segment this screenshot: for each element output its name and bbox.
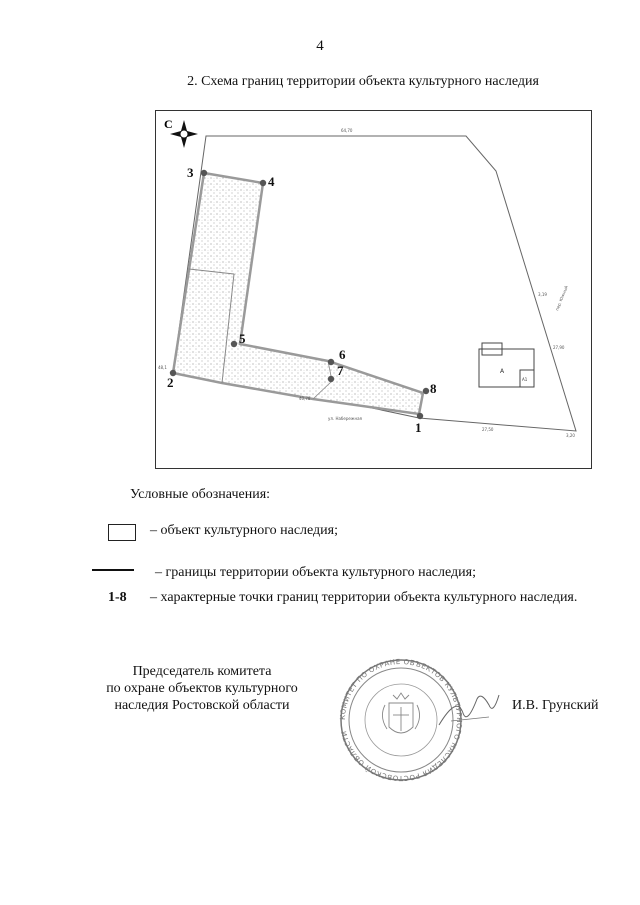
dim-right-lower: 27,90 bbox=[553, 345, 565, 350]
dim-right-corner: 3,20 bbox=[566, 433, 575, 438]
street-bottom-label: ул. Набережная bbox=[328, 416, 362, 421]
street-right-label: пер. Южный bbox=[554, 284, 569, 312]
point-6-marker bbox=[328, 359, 334, 365]
point-1-label: 1 bbox=[415, 420, 422, 435]
position-line-1: Председатель комитета bbox=[132, 664, 272, 679]
point-3-label: 3 bbox=[187, 165, 194, 180]
territory-map bbox=[155, 110, 592, 469]
coat-of-arms-icon bbox=[382, 693, 419, 733]
compass-rose-icon bbox=[170, 120, 198, 148]
dim-right-upper: 3,19 bbox=[538, 292, 547, 297]
building-a-label: А bbox=[500, 368, 505, 375]
point-4-marker bbox=[260, 180, 266, 186]
position-line-3: наследия Ростовской области bbox=[114, 698, 290, 713]
point-5-label: 5 bbox=[239, 331, 246, 346]
dim-left-corner: 48,1 bbox=[158, 365, 167, 370]
point-1-marker bbox=[417, 413, 423, 419]
figure-title: 2. Схема границ территории объекта культурного наследия bbox=[187, 74, 539, 89]
point-4-label: 4 bbox=[268, 174, 275, 189]
north-label: С bbox=[164, 117, 173, 131]
legend-title: Условные обозначения: bbox=[130, 487, 271, 502]
points-range-label: 1-8 bbox=[108, 590, 127, 605]
official-seal bbox=[339, 655, 504, 785]
dim-bottom-right: 27,50 bbox=[482, 427, 494, 432]
heritage-territory bbox=[173, 173, 423, 414]
point-8-marker bbox=[423, 388, 429, 394]
point-8-label: 8 bbox=[430, 381, 437, 396]
point-7-marker bbox=[328, 376, 334, 382]
boundary-line-swatch bbox=[92, 569, 134, 571]
dim-bottom-left: 40,78 bbox=[299, 396, 311, 401]
dim-top-edge: 64,70 bbox=[341, 128, 353, 133]
building-a1-label: А1 bbox=[522, 377, 528, 382]
seal-text: КОМИТЕТ ПО ОХРАНЕ ОБЪЕКТОВ КУЛЬТУРНОГО НАСЛЕДИЯ РОСТОВСКОЙ ОБЛАСТИ bbox=[339, 657, 464, 783]
legend-text-heritage-object: – объект культурного наследия; bbox=[150, 523, 338, 538]
point-2-label: 2 bbox=[167, 375, 174, 390]
point-5-marker bbox=[231, 341, 237, 347]
position-line-2: по охране объектов культурного bbox=[106, 681, 298, 696]
point-7-label: 7 bbox=[337, 363, 344, 378]
point-6-label: 6 bbox=[339, 347, 346, 362]
page-number: 4 bbox=[316, 38, 324, 54]
heritage-object-swatch bbox=[108, 524, 136, 541]
point-3-marker bbox=[201, 170, 207, 176]
handwritten-signature bbox=[439, 695, 499, 725]
signatory-name: И.В. Грунский bbox=[512, 698, 599, 713]
territory-map-svg bbox=[156, 111, 591, 468]
signature-position bbox=[62, 663, 342, 714]
legend-text-boundary: – границы территории объекта культурного наследия; bbox=[155, 565, 476, 580]
legend-text-points: – характерные точки границ территории объекта культурного наследия. bbox=[150, 590, 578, 605]
